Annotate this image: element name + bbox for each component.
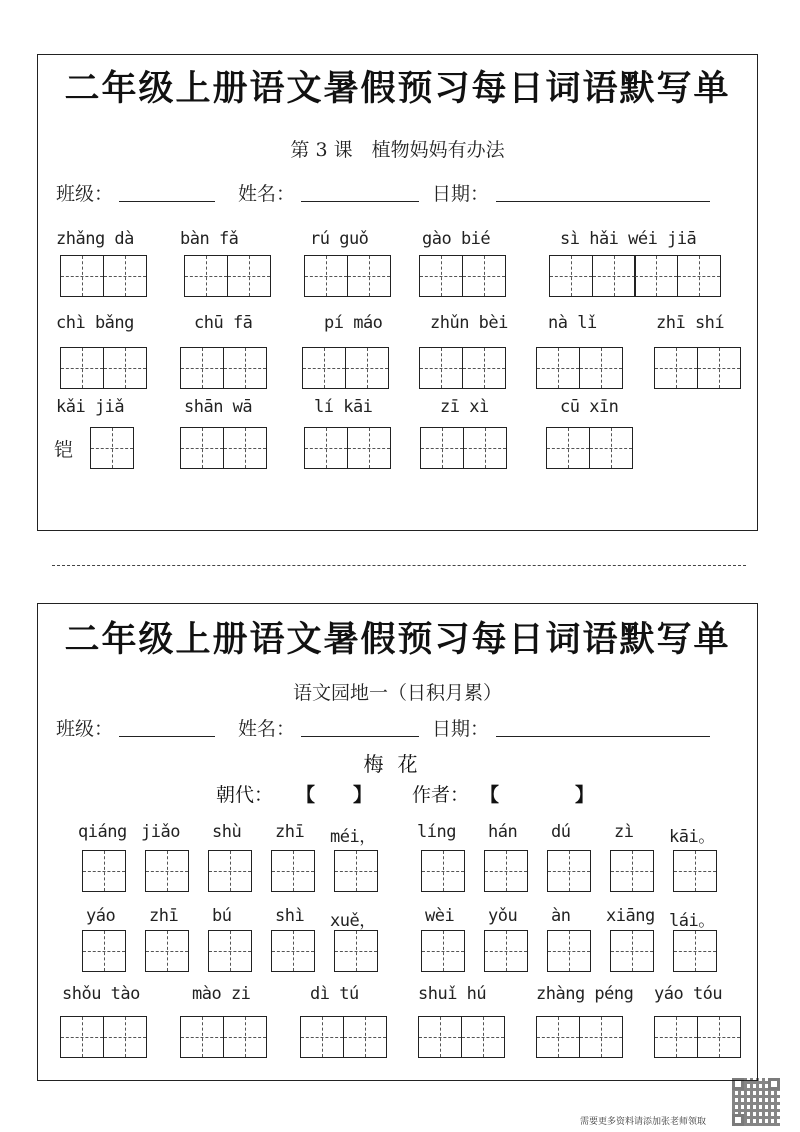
writing-box-group [673,930,716,972]
writing-box[interactable] [145,930,189,972]
writing-box-group [546,427,631,469]
writing-box[interactable] [546,427,590,469]
writing-box-group [145,930,188,972]
writing-box[interactable] [304,427,348,469]
poem-title: 梅花 [363,752,432,776]
writing-box-group [334,930,377,972]
writing-box[interactable] [334,930,378,972]
author-label: 作者： [412,784,470,806]
dynasty-blank[interactable]: 【 】 [296,784,373,806]
pinyin-label: àn [551,906,571,926]
worksheet-card-lesson3 [37,54,758,531]
writing-box[interactable] [547,930,591,972]
writing-box[interactable] [536,1016,580,1058]
writing-box[interactable] [421,850,465,892]
writing-box-group [184,255,269,297]
pinyin-label: qiáng [78,822,127,842]
writing-box-group [82,930,125,972]
writing-box[interactable] [610,850,654,892]
pinyin-label: jiǎo [141,822,180,842]
writing-box-group [484,930,527,972]
pinyin-label: yáo tóu [654,984,723,1004]
writing-box[interactable] [610,930,654,972]
writing-box[interactable] [347,255,391,297]
writing-box-group [304,255,389,297]
writing-box-group [547,850,590,892]
writing-box[interactable] [654,1016,698,1058]
writing-box-group [654,347,739,389]
pinyin-label: zhǎng dà [56,229,134,249]
pinyin-label: kāi。 [669,827,715,847]
writing-box-group [180,427,265,469]
pinyin-label: wèi [425,906,455,926]
writing-box[interactable] [484,930,528,972]
writing-box-group [60,1016,145,1058]
writing-box[interactable] [418,1016,462,1058]
writing-box[interactable] [180,347,224,389]
writing-box-group [536,347,621,389]
date-field[interactable] [496,201,710,202]
pinyin-label: líng [417,822,456,842]
pinyin-label: zhī [275,822,305,842]
pinyin-label: shān wā [184,397,253,417]
pinyin-label: sì hǎi wéi jiā [560,229,697,249]
writing-box[interactable] [697,347,741,389]
pinyin-label: xiāng [606,906,655,926]
pinyin-label: lí kāi [314,397,373,417]
class-field[interactable] [119,201,215,202]
writing-box[interactable] [82,850,126,892]
pinyin-label: hán [488,822,518,842]
writing-box[interactable] [673,930,717,972]
name-field[interactable] [301,736,419,737]
writing-box[interactable] [90,427,134,469]
pinyin-label: mào zi [192,984,251,1004]
writing-box[interactable] [60,1016,104,1058]
writing-box[interactable] [421,930,465,972]
writing-box[interactable] [227,255,271,297]
writing-box[interactable] [208,930,252,972]
writing-box[interactable] [462,255,506,297]
pinyin-label: zī xì [440,397,489,417]
writing-box[interactable] [579,1016,623,1058]
writing-box-group [334,850,377,892]
pinyin-label: zhī shí [656,313,725,333]
writing-box[interactable] [345,347,389,389]
writing-box[interactable] [60,255,104,297]
writing-box[interactable] [145,850,189,892]
pinyin-label: shù [212,822,242,842]
writing-box[interactable] [60,347,104,389]
pinyin-label: zhàng péng [536,984,634,1004]
pinyin-label: cū xīn [560,397,619,417]
writing-box[interactable] [103,347,147,389]
dynasty-label: 朝代： [216,784,274,806]
writing-box[interactable] [419,255,463,297]
writing-box[interactable] [549,255,593,297]
worksheet-card-garden1 [37,603,758,1081]
writing-box[interactable] [304,255,348,297]
pinyin-label: gào bié [422,229,491,249]
pinyin-label: zhī [149,906,179,926]
writing-box-group [418,1016,503,1058]
pinyin-label: dú [551,822,571,842]
writing-box[interactable] [547,850,591,892]
writing-box[interactable] [654,347,698,389]
writing-box[interactable] [223,347,267,389]
pinyin-label: nà lǐ [548,313,597,333]
writing-box-group [421,850,464,892]
writing-box[interactable] [180,1016,224,1058]
date-label: 日期： [432,718,490,740]
writing-box[interactable] [347,427,391,469]
writing-box[interactable] [334,850,378,892]
pinyin-label: yǒu [488,906,518,926]
writing-box-group [419,347,504,389]
pinyin-label: yáo [86,906,116,926]
writing-box[interactable] [82,930,126,972]
pinyin-label: rú guǒ [310,229,369,249]
footer-note: 需要更多资料请添加张老师领取 [580,1117,707,1127]
writing-box[interactable] [589,427,633,469]
writing-box[interactable] [343,1016,387,1058]
pinyin-label: dì tú [310,984,359,1004]
writing-box-group [421,930,464,972]
writing-box[interactable] [536,347,580,389]
writing-box-group [484,850,527,892]
writing-box[interactable] [271,930,315,972]
pinyin-label: shǒu tào [62,984,140,1004]
writing-box[interactable] [461,1016,505,1058]
writing-box[interactable] [420,427,464,469]
writing-box-group [82,850,125,892]
pinyin-label: lái。 [669,911,715,931]
writing-box-group [654,1016,739,1058]
pinyin-label: chì bǎng [56,313,134,333]
writing-box[interactable] [677,255,721,297]
writing-box[interactable] [592,255,636,297]
qr-code-icon [732,1078,780,1126]
writing-box[interactable] [419,347,463,389]
class-label: 班级： [56,183,114,205]
worksheet-title: 二年级上册语文暑假预习每日词语默写单 [64,69,731,109]
pinyin-label: zì [614,822,634,842]
date-field[interactable] [496,736,710,737]
writing-box[interactable] [463,427,507,469]
pinyin-label: shuǐ hú [418,984,487,1004]
writing-box-group [208,930,251,972]
class-field[interactable] [119,736,215,737]
writing-box-group [610,850,653,892]
pinyin-label: méi， [330,827,376,847]
writing-box[interactable] [634,255,678,297]
cut-line-divider [52,565,746,566]
writing-box[interactable] [302,347,346,389]
writing-box-group [304,427,389,469]
writing-box-group [549,255,719,297]
author-blank[interactable]: 【 】 [480,784,595,806]
pinyin-label: chū fā [194,313,253,333]
pinyin-label: xuě， [330,911,376,931]
writing-box-group [536,1016,621,1058]
writing-box[interactable] [223,427,267,469]
name-label: 姓名： [238,183,296,205]
writing-box[interactable] [103,255,147,297]
pinyin-label: shì [275,906,305,926]
writing-box[interactable] [103,1016,147,1058]
writing-box-group [208,850,251,892]
name-field[interactable] [301,201,419,202]
writing-box-group [145,850,188,892]
given-character: 铠 [54,439,74,461]
writing-box[interactable] [484,850,528,892]
writing-box[interactable] [180,427,224,469]
writing-box-group [673,850,716,892]
lesson-subtitle: 第 3 课 植物妈妈有办法 [290,139,505,161]
writing-box[interactable] [300,1016,344,1058]
writing-box[interactable] [184,255,228,297]
writing-box-group [60,255,145,297]
writing-box[interactable] [223,1016,267,1058]
writing-box[interactable] [462,347,506,389]
pinyin-label: pí máo [324,313,383,333]
writing-box-group [419,255,504,297]
pinyin-label: bú [212,906,232,926]
writing-box-group [271,850,314,892]
writing-box-group [300,1016,385,1058]
writing-box[interactable] [673,850,717,892]
date-label: 日期： [432,183,490,205]
writing-box-group [271,930,314,972]
writing-box-group [180,1016,265,1058]
writing-box-group [302,347,387,389]
class-label: 班级： [56,718,114,740]
writing-box-group [60,347,145,389]
writing-box-group [420,427,505,469]
pinyin-label: bàn fǎ [180,229,239,249]
pinyin-label: zhǔn bèi [430,313,508,333]
writing-box-group [180,347,265,389]
writing-box[interactable] [271,850,315,892]
writing-box[interactable] [208,850,252,892]
pinyin-label: kǎi jiǎ [56,397,125,417]
writing-box[interactable] [697,1016,741,1058]
writing-box[interactable] [579,347,623,389]
writing-box-group [610,930,653,972]
writing-box-group [547,930,590,972]
writing-box-group [90,427,133,469]
lesson-subtitle: 语文园地一（日积月累） [292,682,502,704]
worksheet-title: 二年级上册语文暑假预习每日词语默写单 [64,620,731,660]
name-label: 姓名： [238,718,296,740]
